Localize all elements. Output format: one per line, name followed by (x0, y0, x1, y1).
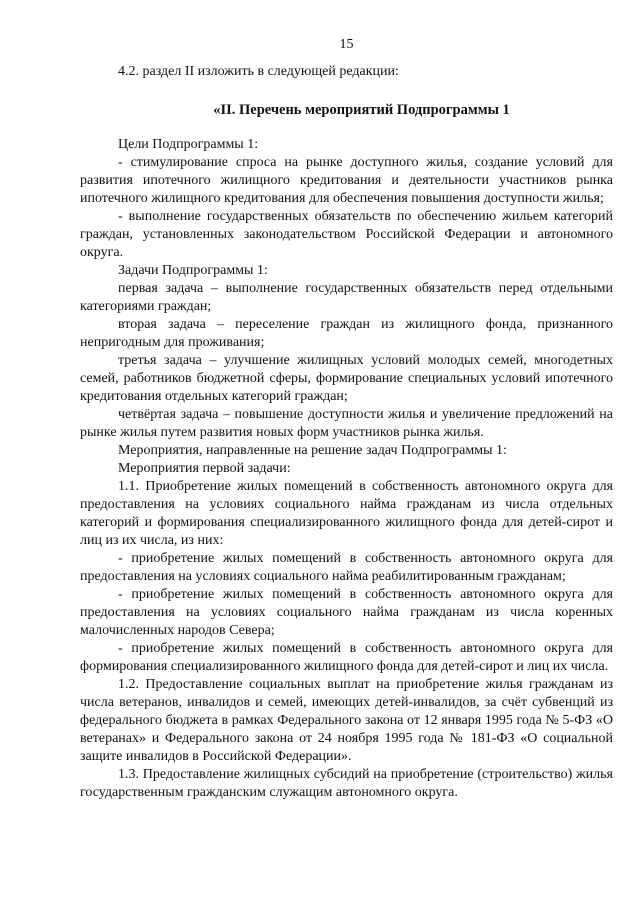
paragraph: 1.2. Предоставление социальных выплат на приобретение жилья гражданам из числа ветеранов, инвалидов и семей, имеющих детей-инвалидов, за счёт субвенций из федерального бюджета в рамках Федерального закона от 12 января 1995 года № 5-ФЗ «О ветеранах» и Федерального закона от 24 ноября 1995 года № 181-ФЗ «О социальной защите инвалидов в Российской Федерации». (80, 677, 613, 764)
paragraph: первая задача – выполнение государственных обязательств перед отдельными категориями граждан; (80, 281, 613, 314)
paragraph: вторая задача – переселение граждан из жилищного фонда, признанного непригодным для проживания; (80, 317, 613, 350)
section-heading: «II. Перечень мероприятий Подпрограммы 1 (213, 102, 510, 118)
paragraph: третья задача – улучшение жилищных условий молодых семей, многодетных семей, работников бюджетной сферы, формирование специальных условий ипотечного кредитования отдельных категорий граждан; (80, 353, 613, 404)
paragraph: Задачи Подпрограммы 1: (118, 263, 268, 278)
paragraph: - приобретение жилых помещений в собственность автономного округа для формирования специализированного жилищного фонда для детей-сирот и лиц их числа. (80, 641, 613, 674)
paragraph: - выполнение государственных обязательств по обеспечению жильем категорий граждан, установленных законодательством Российской Федерации и автономного округа. (80, 209, 613, 260)
paragraph: Цели Подпрограммы 1: (118, 137, 259, 152)
paragraph: - приобретение жилых помещений в собственность автономного округа для предоставления на условиях социального найма реабилитированным гражданам; (80, 551, 613, 584)
document-body (80, 136, 613, 802)
paragraph: 1.1. Приобретение жилых помещений в собственность автономного округа для предоставления на условиях социального найма гражданам из числа отдельных категорий и формирования специализированного жилищного фонда для детей-сирот и лиц из их числа, из них: (80, 479, 613, 548)
paragraph: 1.3. Предоставление жилищных субсидий на приобретение (строительство) жилья государственным гражданским служащим автономного округа. (80, 767, 613, 800)
paragraph: - приобретение жилых помещений в собственность автономного округа для предоставления на условиях социального найма гражданам из числа коренных малочисленных народов Севера; (80, 587, 613, 638)
paragraph: четвёртая задача – повышение доступности жилья и увеличение предложений на рынке жилья путем развития новых форм участников рынка жилья. (80, 407, 613, 440)
paragraph: Мероприятия первой задачи: (118, 461, 291, 476)
paragraph: - стимулирование спроса на рынке доступного жилья, создание условий для развития ипотечного жилищного кредитования и деятельности участников рынка ипотечного жилищного кредитования для обеспечения повышения доступности жилья; (80, 155, 613, 206)
intro-paragraph (80, 63, 613, 81)
paragraph: Мероприятия, направленные на решение задач Подпрограммы 1: (118, 443, 507, 458)
intro-text: 4.2. раздел II изложить в следующей редакции: (118, 64, 399, 79)
page-number: 15 (339, 37, 354, 52)
